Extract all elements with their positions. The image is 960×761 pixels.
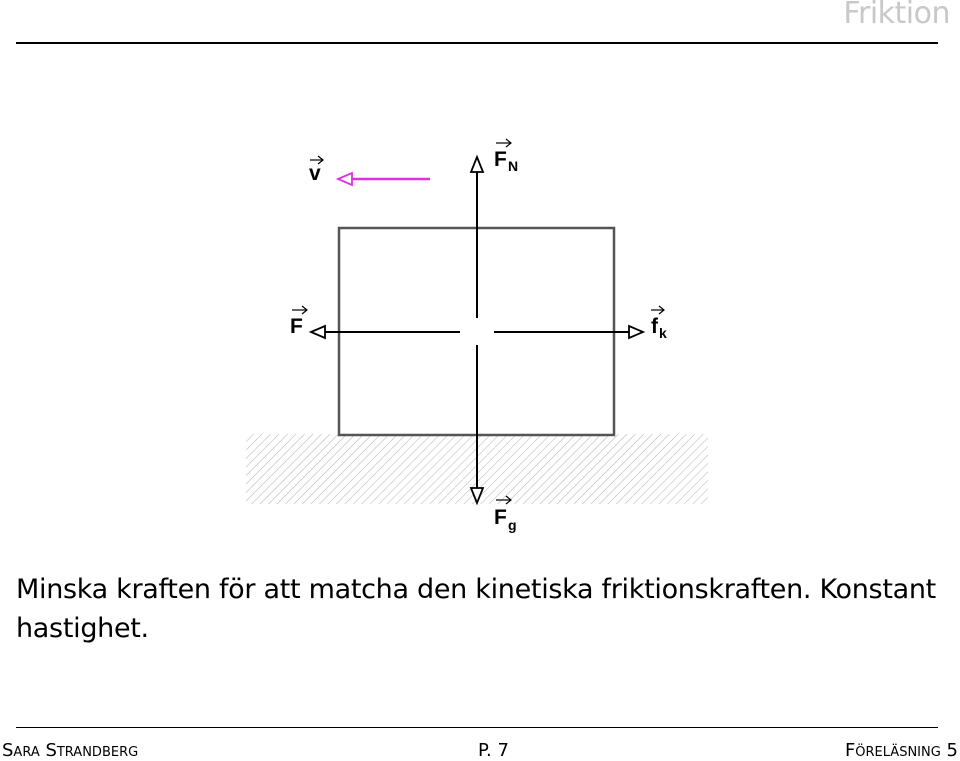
- footer-page-number: P. 7: [478, 740, 509, 761]
- svg-text:F: F: [290, 315, 303, 338]
- caption-text: Minska kraften för att matcha den kinetiska friktionskraften. Konstant hastighet.: [16, 574, 936, 644]
- svg-text:k: k: [659, 325, 667, 341]
- normal-force-label: [494, 139, 518, 174]
- footer-author: Sara Strandberg: [2, 740, 139, 761]
- applied-force-label: [290, 306, 307, 338]
- friction-force-arrow: [494, 326, 643, 338]
- center-gap: [460, 318, 494, 344]
- svg-text:f: f: [651, 315, 658, 338]
- footer-lecture: Föreläsning 5: [844, 740, 958, 761]
- vector-arrow-icon: [651, 306, 664, 314]
- friction-force-label: [651, 306, 667, 341]
- svg-text:F: F: [494, 506, 507, 529]
- svg-text:g: g: [508, 517, 517, 533]
- footer-rule: [16, 727, 938, 728]
- slide-title: Friktion: [843, 0, 950, 31]
- vector-arrow-icon: [496, 139, 511, 147]
- svg-text:F: F: [494, 148, 507, 171]
- svg-text:v: v: [309, 162, 321, 185]
- svg-text:N: N: [508, 158, 519, 174]
- velocity-label: [309, 156, 323, 185]
- velocity-arrow: [338, 173, 430, 185]
- applied-force-arrow: [311, 326, 460, 338]
- vector-arrow-icon: [292, 306, 307, 314]
- normal-force-arrow: [471, 157, 483, 318]
